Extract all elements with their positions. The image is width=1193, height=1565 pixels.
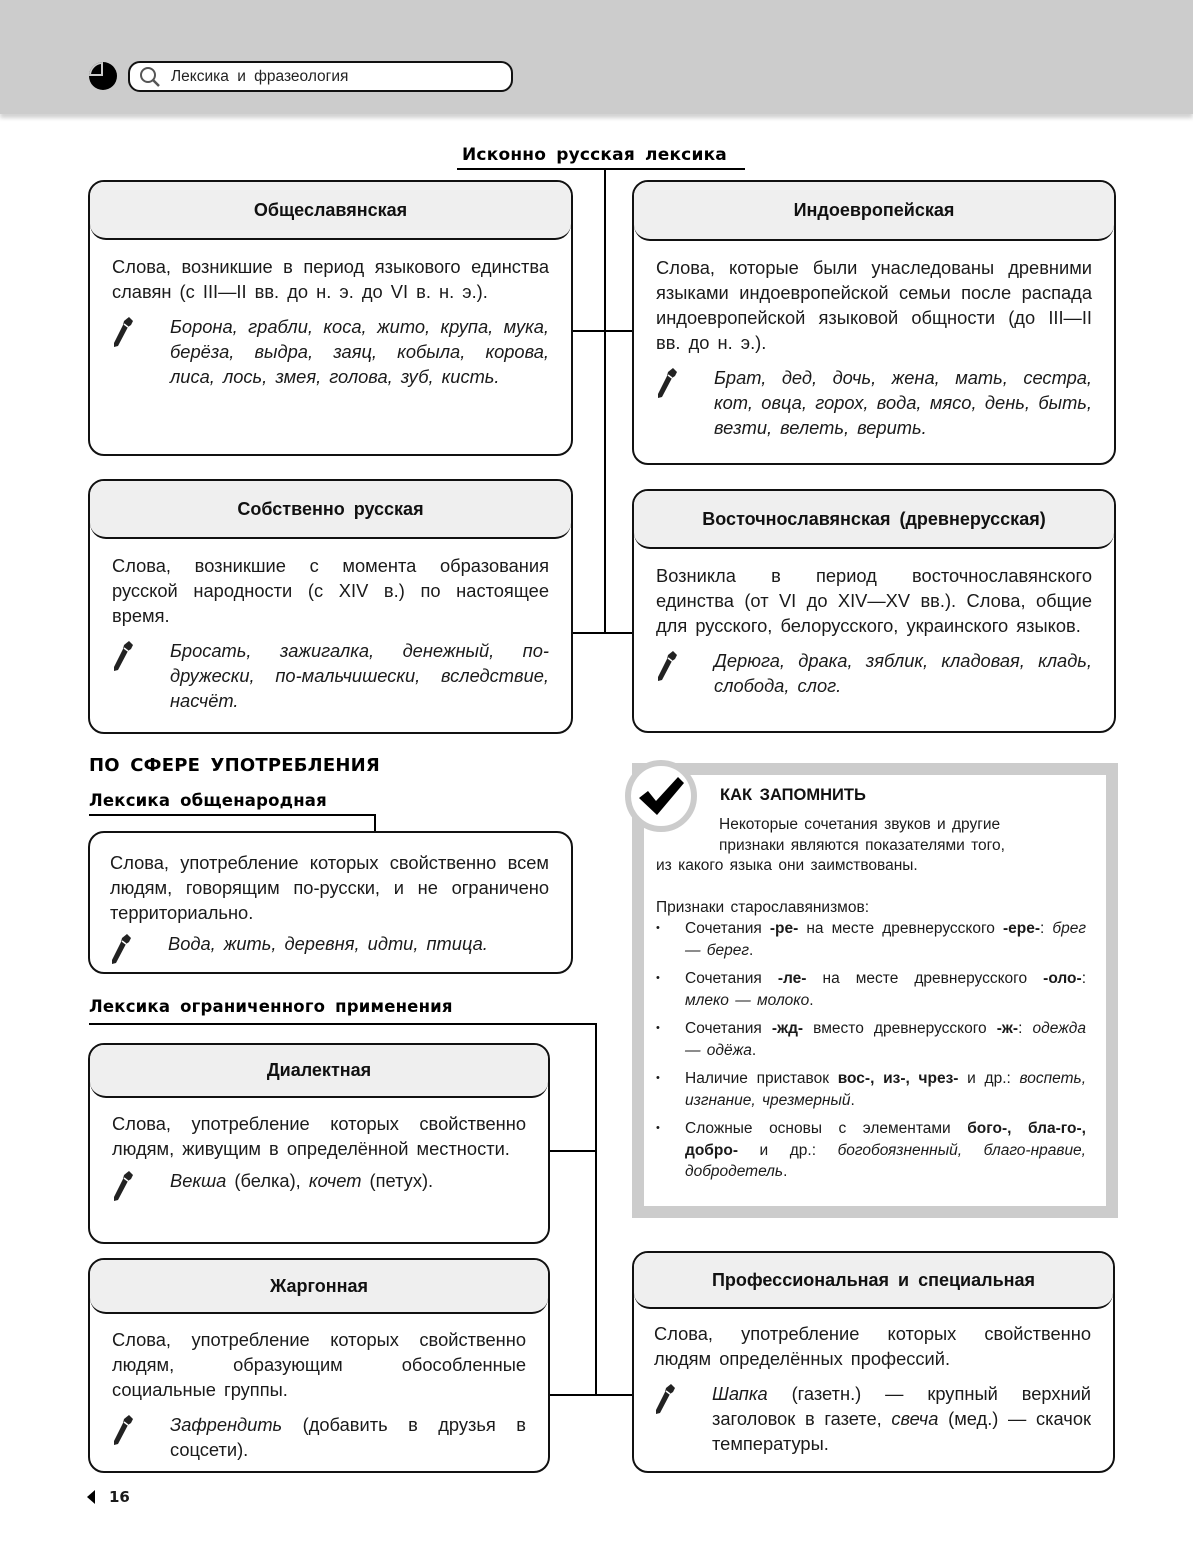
list-item: • Сложные основы с элементами бого-, бла-го-, добро- и др.: богобоязненный, благо-нравие, добродетель. (656, 1118, 1086, 1183)
usage-title: ПО СФЕРЕ УПОТРЕБЛЕНИЯ (89, 755, 380, 776)
card-examples: Вода, жить, деревня, идти, птица. (168, 933, 488, 954)
card-title: Общеславянская (90, 182, 571, 240)
breadcrumb-label: Лексика и фразеология (171, 67, 349, 85)
checkmark-icon (636, 771, 686, 821)
card-examples (170, 1412, 526, 1462)
triangle-left-icon (87, 1490, 95, 1504)
card-examples: Бросать, зажигалка, денежный, по-дружески, по-мальчишески, вследствие, насчёт. (170, 640, 549, 711)
card-examples (712, 1381, 1091, 1456)
card-title: Восточнославянская (древнерусская) (634, 491, 1114, 549)
card-definition: Слова, употребление которых свойственно людям, образующим обособленные социальные группы. (112, 1329, 526, 1400)
example-gloss: (петух). (361, 1170, 434, 1191)
common-title-underline (89, 814, 376, 816)
pen-icon (110, 931, 168, 970)
card-definition: Слова, употребление которых свойственно людям, живущим в определённой местности. (112, 1113, 526, 1159)
limited-connector-trunk (595, 1023, 597, 1396)
card-jargon (88, 1258, 550, 1473)
card-examples: Брат, дед, дочь, жена, мать, сестра, кот, овца, горох, вода, мясо, день, быть, везти, велеть, верить. (714, 367, 1092, 438)
card-examples (170, 1168, 433, 1207)
example-gloss: (белка), (226, 1170, 309, 1191)
pie-quarter-icon (88, 61, 118, 91)
card-definition: Слова, употребление которых свойственно всем людям, говорящим по-русски, и не ограничено территориально. (110, 852, 549, 923)
connector-branch-top (572, 330, 632, 332)
pen-icon (112, 1168, 170, 1207)
card-professional (632, 1251, 1115, 1473)
remember-list (656, 918, 1086, 1190)
card-obshcheslav (88, 180, 573, 456)
common-connector (374, 814, 376, 832)
remember-list-title: Признаки старославянизмов: (656, 899, 869, 916)
pen-icon (112, 1412, 170, 1462)
card-title: Профессиональная и специальная (634, 1253, 1113, 1309)
list-item: • Сочетания -ле- на месте древнерусского -оло-: млеко — молоко. (656, 968, 1086, 1011)
header-band (0, 0, 1193, 114)
remember-intro-3: из какого языка они заимствованы. (656, 857, 918, 874)
example-word: кочет (308, 1170, 362, 1191)
card-dialect (88, 1043, 550, 1244)
card-vostochnoslav (632, 489, 1116, 733)
remember-intro-1: Некоторые сочетания звуков и другие (719, 816, 1001, 833)
card-sobstvenno (88, 479, 573, 734)
example-word: Векша (170, 1170, 227, 1191)
pen-icon (112, 638, 170, 713)
card-definition: Слова, возникшие в период языкового единства славян (с III—II вв. до н. э. до VI в. н. э.). (112, 256, 549, 302)
card-title: Жаргонная (90, 1260, 548, 1314)
card-definition: Слова, которые были унаследованы древними языками индоевропейской семьи после распада индоевропейской языковой общности (до III—II вв. до н. э.). (656, 257, 1092, 353)
list-item: • Сочетания -жд- вместо древнерусского -ж-: одежда — одёжа. (656, 1018, 1086, 1061)
checkmark-badge (625, 760, 697, 832)
limited-branch-dialect (550, 1150, 596, 1152)
origin-title: Исконно русская лексика (462, 145, 727, 165)
pen-icon (112, 314, 170, 389)
card-indoevrop (632, 180, 1116, 465)
pen-icon (656, 648, 714, 698)
origin-title-underline (457, 168, 745, 170)
connector-branch-bottom (572, 632, 632, 634)
example-word: Зафрендить (170, 1414, 283, 1435)
example-gloss: (мед.) — скачок температуры. (712, 1408, 1091, 1454)
example-word: Шапка (712, 1383, 768, 1404)
example-word: свеча (891, 1408, 939, 1429)
remember-intro-2: признаки являются показателями того, (719, 837, 1005, 854)
card-definition: Слова, употребление которых свойственно людям определённых профессий. (654, 1323, 1091, 1369)
breadcrumb[interactable] (128, 61, 513, 92)
card-title: Индоевропейская (634, 182, 1114, 241)
card-definition: Слова, возникшие с момента образования русской народности (с XIV в.) по настоящее время. (112, 555, 549, 626)
list-item: • Сочетания -ре- на месте древнерусского -ере-: брег — берег. (656, 918, 1086, 961)
limited-title: Лексика ограниченного применения (89, 997, 453, 1016)
example-gloss: (добавить в друзья в соцсети). (170, 1414, 526, 1460)
common-title: Лексика общенародная (89, 791, 327, 810)
example-gloss: (газетн.) — крупный верхний заголовок в газете, (712, 1383, 1091, 1429)
card-title: Диалектная (90, 1045, 548, 1098)
card-definition: Возникла в период восточнославянского единства (от VI до XIV—XV вв.). Слова, общие для русского, белорусского, украинского языков. (656, 565, 1092, 636)
limited-connector-top (89, 1023, 597, 1025)
page-number (87, 1488, 130, 1506)
pen-icon (654, 1381, 712, 1456)
card-examples: Борона, грабли, коса, жито, крупа, мука, берёза, выдра, заяц, кобыла, корова, лиса, лось, змея, голова, зуб, кисть. (170, 316, 549, 387)
connector-trunk (604, 169, 606, 634)
card-examples: Дерюга, драка, зяблик, кладовая, кладь, слобода, слог. (714, 650, 1092, 696)
page-number-label: 16 (109, 1488, 130, 1506)
limited-branch-jargon-prof (550, 1394, 632, 1396)
remember-title: КАК ЗАПОМНИТЬ (720, 786, 866, 804)
search-icon (138, 65, 162, 89)
list-item: • Наличие приставок вос-, из-, чрез- и др.: воспеть, изгнание, чрезмерный. (656, 1068, 1086, 1111)
card-common (88, 831, 573, 974)
card-title: Собственно русская (90, 481, 571, 539)
pen-icon (656, 365, 714, 440)
